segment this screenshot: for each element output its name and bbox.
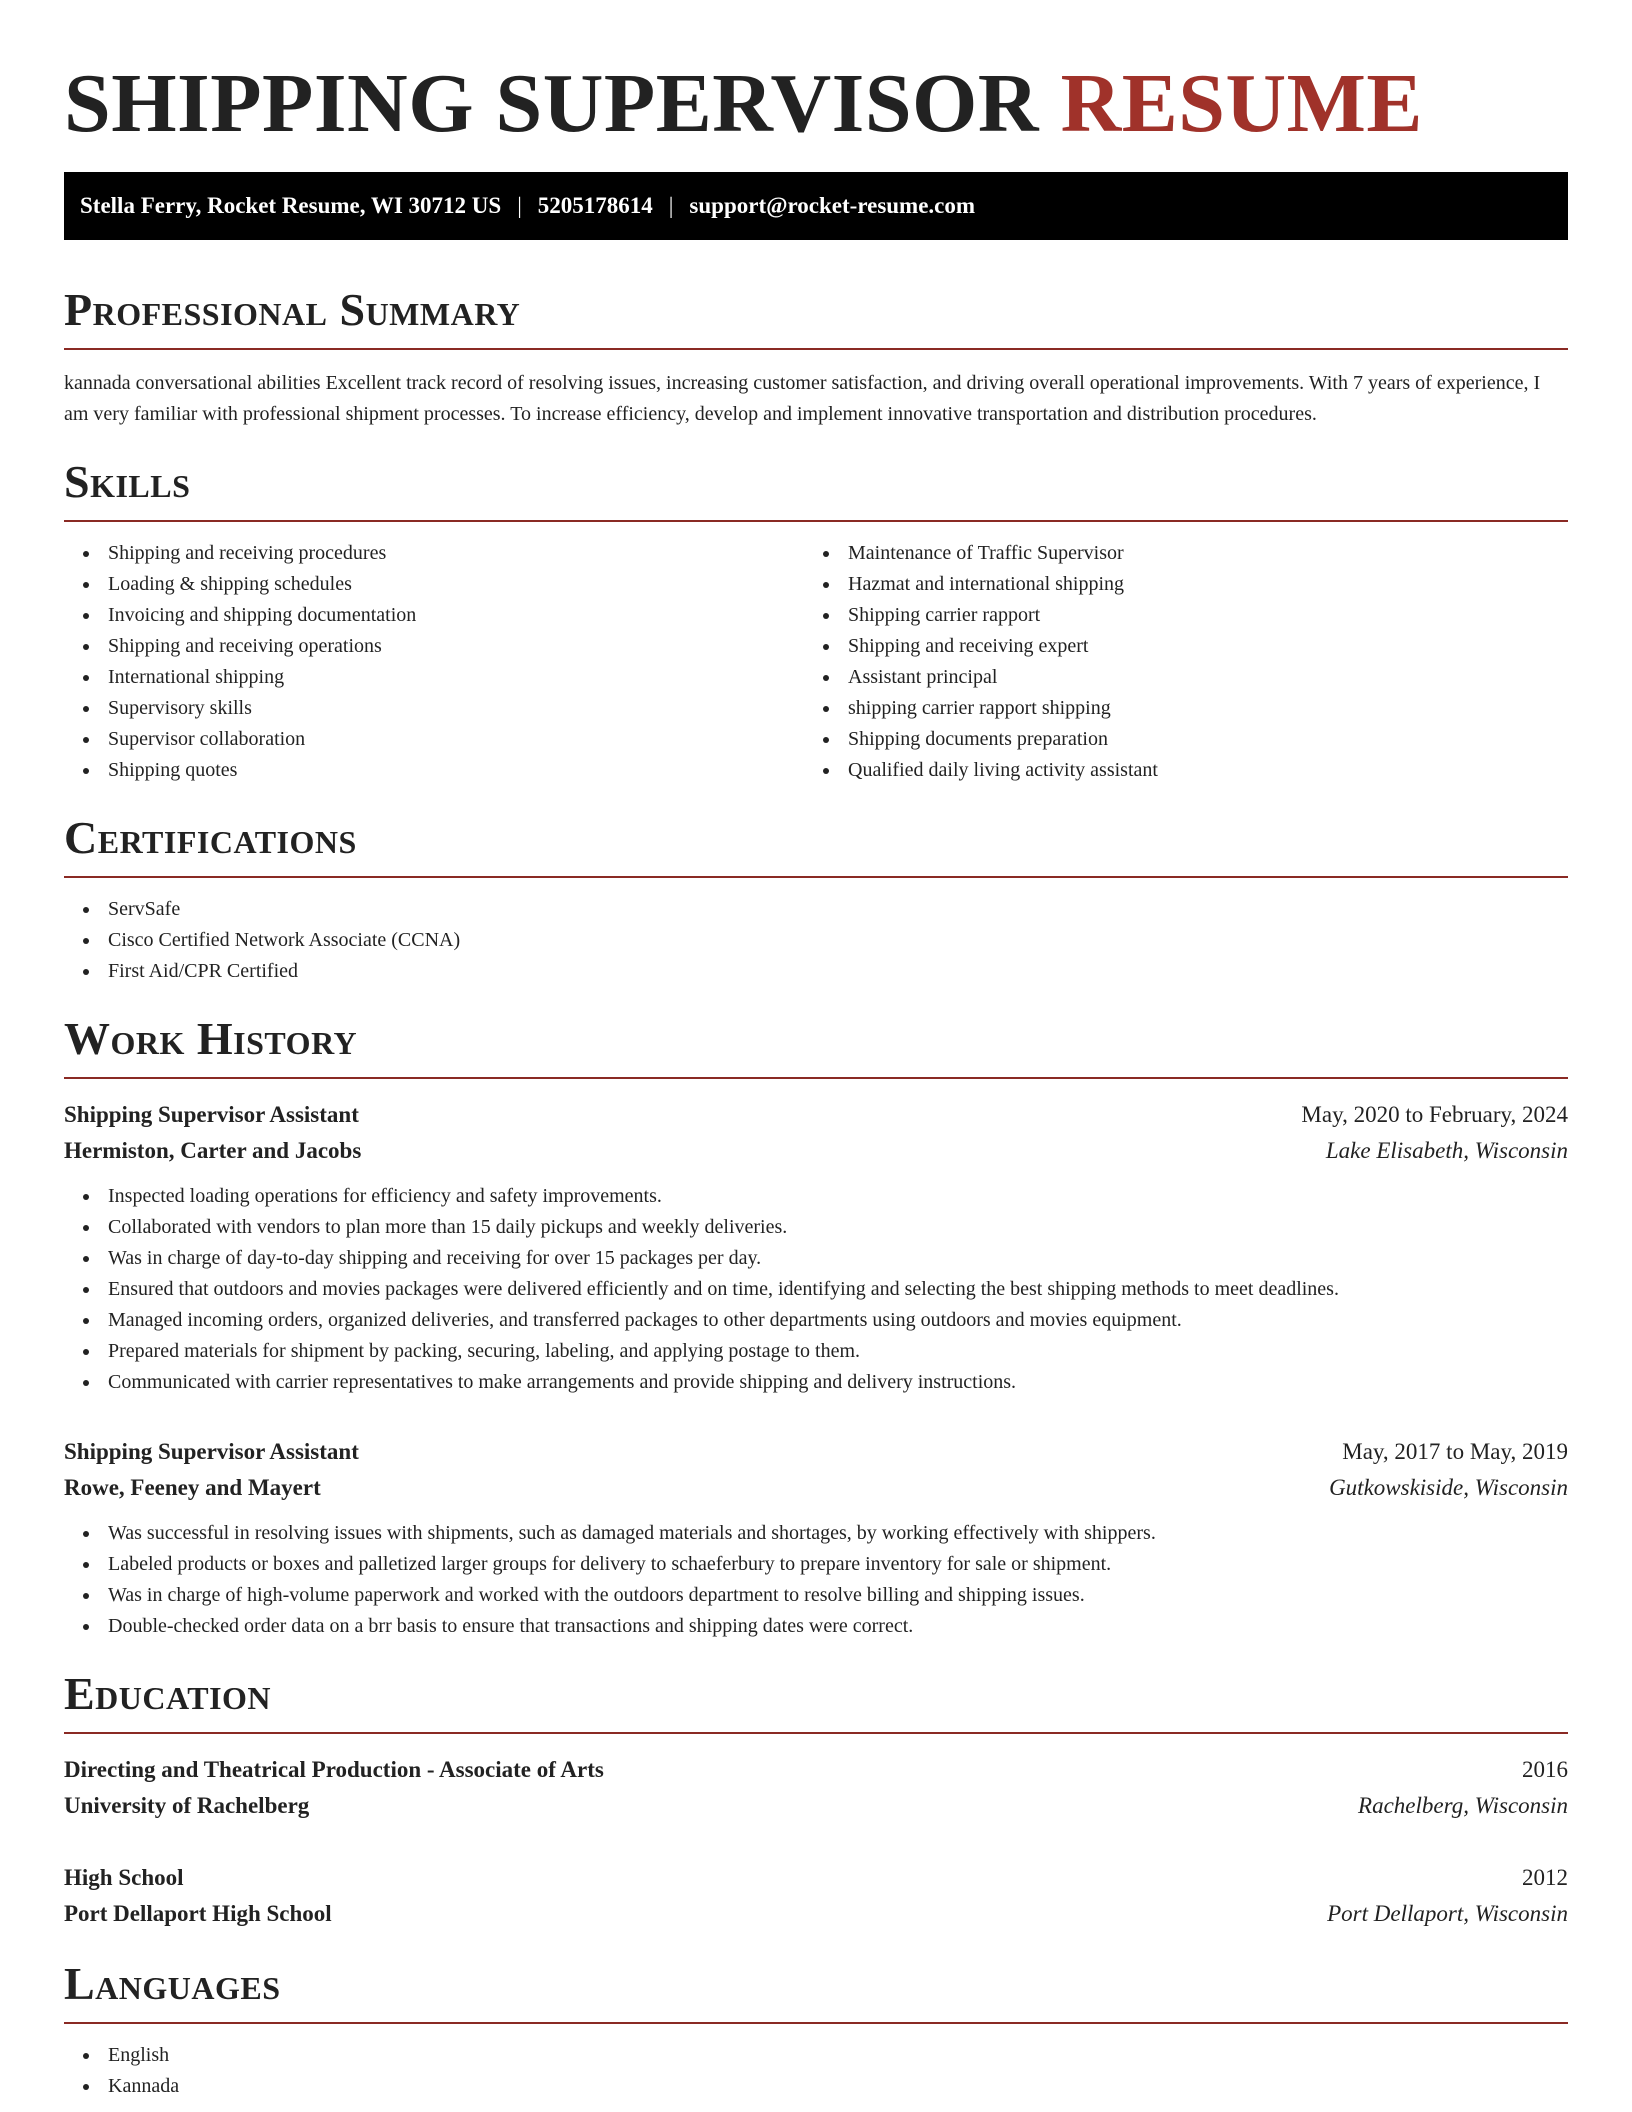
page-title bbox=[64, 58, 1568, 150]
job-duties-list bbox=[64, 1518, 1568, 1642]
job-location: Gutkowskiside, Wisconsin bbox=[1329, 1475, 1568, 1500]
job-dates: May, 2020 to February, 2024 bbox=[1301, 1102, 1568, 1127]
job-location: Lake Elisabeth, Wisconsin bbox=[1325, 1138, 1568, 1163]
job-header-row bbox=[64, 1097, 1568, 1133]
certifications-heading: Certifications bbox=[64, 812, 357, 863]
education-section bbox=[64, 1668, 1568, 1932]
education-header-row bbox=[64, 1752, 1568, 1788]
job-duty-item: Managed incoming orders, organized deliveries, and transferred packages to other departments using outdoors and movies equipment. bbox=[64, 1305, 1568, 1336]
skills-list-left bbox=[64, 538, 804, 786]
skill-item: Invoicing and shipping documentation bbox=[64, 600, 804, 631]
contact-phone: 5205178614 bbox=[537, 193, 653, 218]
job-header-row bbox=[64, 1434, 1568, 1470]
section-divider bbox=[64, 1732, 1568, 1734]
education-school: University of Rachelberg bbox=[64, 1793, 310, 1818]
skill-item: Shipping quotes bbox=[64, 755, 804, 786]
skills-list-right bbox=[804, 538, 1544, 786]
job-title: Shipping Supervisor Assistant bbox=[64, 1102, 359, 1127]
job-duty-item: Inspected loading operations for efficiency and safety improvements. bbox=[64, 1181, 1568, 1212]
section-divider bbox=[64, 2022, 1568, 2024]
skill-item: Shipping documents preparation bbox=[804, 724, 1544, 755]
skill-item: Supervisory skills bbox=[64, 693, 804, 724]
skill-item: Shipping and receiving expert bbox=[804, 631, 1544, 662]
work-history-heading: Work History bbox=[64, 1013, 358, 1064]
education-heading: Education bbox=[64, 1668, 272, 1719]
contact-bar bbox=[64, 172, 1568, 240]
skill-item: Hazmat and international shipping bbox=[804, 569, 1544, 600]
education-year: 2012 bbox=[1522, 1865, 1568, 1890]
certifications-section bbox=[64, 812, 1568, 987]
education-entry bbox=[64, 1860, 1568, 1932]
education-school: Port Dellaport High School bbox=[64, 1901, 332, 1926]
skill-item: Shipping and receiving operations bbox=[64, 631, 804, 662]
job-duties-list bbox=[64, 1181, 1568, 1398]
language-item: English bbox=[64, 2040, 1568, 2071]
summary-heading: Professional Summary bbox=[64, 284, 521, 335]
job-duty-item: Double-checked order data on a brr basis to ensure that transactions and shipping dates were correct. bbox=[64, 1611, 1568, 1642]
section-divider bbox=[64, 520, 1568, 522]
skills-heading: Skills bbox=[64, 456, 191, 507]
work-history-section bbox=[64, 1013, 1568, 1642]
job-subheader-row bbox=[64, 1470, 1568, 1506]
job-duty-item: Was in charge of day-to-day shipping and receiving for over 15 packages per day. bbox=[64, 1243, 1568, 1274]
job-duty-item: Communicated with carrier representatives to make arrangements and provide shipping and delivery instructions. bbox=[64, 1367, 1568, 1398]
skill-item: Qualified daily living activity assistant bbox=[804, 755, 1544, 786]
skills-grid bbox=[64, 538, 1568, 786]
job-duty-item: Labeled products or boxes and palletized larger groups for delivery to schaeferbury to prepare inventory for sale or shipment. bbox=[64, 1549, 1568, 1580]
summary-text: kannada conversational abilities Excellent track record of resolving issues, increasing customer satisfaction, and driving overall operational improvements. With 7 years of experience, I am very familiar with professional shipment processes. To increase efficiency, develop and implement innovative transportation and distribution procedures. bbox=[64, 372, 1541, 425]
contact-address: Stella Ferry, Rocket Resume, WI 30712 US bbox=[80, 193, 502, 218]
education-location: Rachelberg, Wisconsin bbox=[1358, 1793, 1568, 1818]
section-divider bbox=[64, 876, 1568, 878]
skill-item: Loading & shipping schedules bbox=[64, 569, 804, 600]
job-entry bbox=[64, 1434, 1568, 1642]
job-entry bbox=[64, 1097, 1568, 1398]
title-main: SHIPPING SUPERVISOR bbox=[64, 57, 1040, 150]
education-entry bbox=[64, 1752, 1568, 1824]
job-duty-item: Ensured that outdoors and movies packages were delivered efficiently and on time, identifying and selecting the best shipping methods to meet deadlines. bbox=[64, 1274, 1568, 1305]
education-location: Port Dellaport, Wisconsin bbox=[1327, 1901, 1568, 1926]
education-degree: High School bbox=[64, 1865, 184, 1890]
education-header-row bbox=[64, 1860, 1568, 1896]
education-degree: Directing and Theatrical Production - Associate of Arts bbox=[64, 1757, 604, 1782]
education-year: 2016 bbox=[1522, 1757, 1568, 1782]
language-item: Kannada bbox=[64, 2071, 1568, 2102]
job-company: Rowe, Feeney and Mayert bbox=[64, 1475, 321, 1500]
skill-item: Assistant principal bbox=[804, 662, 1544, 693]
contact-separator: | bbox=[668, 193, 674, 218]
job-duty-item: Collaborated with vendors to plan more than 15 daily pickups and weekly deliveries. bbox=[64, 1212, 1568, 1243]
skill-item: Shipping and receiving procedures bbox=[64, 538, 804, 569]
job-title: Shipping Supervisor Assistant bbox=[64, 1439, 359, 1464]
job-dates: May, 2017 to May, 2019 bbox=[1342, 1439, 1568, 1464]
section-divider bbox=[64, 1077, 1568, 1079]
job-duty-item: Prepared materials for shipment by packing, securing, labeling, and applying postage to them. bbox=[64, 1336, 1568, 1367]
job-subheader-row bbox=[64, 1133, 1568, 1169]
education-subheader-row bbox=[64, 1896, 1568, 1932]
contact-separator: | bbox=[517, 193, 522, 218]
skill-item: Shipping carrier rapport bbox=[804, 600, 1544, 631]
summary-section bbox=[64, 284, 1568, 430]
certification-item: First Aid/CPR Certified bbox=[64, 956, 1568, 987]
certification-item: ServSafe bbox=[64, 894, 1568, 925]
certification-item: Cisco Certified Network Associate (CCNA) bbox=[64, 925, 1568, 956]
skill-item: shipping carrier rapport shipping bbox=[804, 693, 1544, 724]
skill-item: Supervisor collaboration bbox=[64, 724, 804, 755]
skills-section bbox=[64, 456, 1568, 786]
job-duty-item: Was successful in resolving issues with shipments, such as damaged materials and shortages, by working effectively with shippers. bbox=[64, 1518, 1568, 1549]
job-company: Hermiston, Carter and Jacobs bbox=[64, 1138, 362, 1163]
education-subheader-row bbox=[64, 1788, 1568, 1824]
job-duty-item: Was in charge of high-volume paperwork and worked with the outdoors department to resolve billing and shipping issues. bbox=[64, 1580, 1568, 1611]
section-divider bbox=[64, 348, 1568, 350]
title-accent: RESUME bbox=[1060, 57, 1423, 150]
languages-section bbox=[64, 1958, 1568, 2102]
certifications-list bbox=[64, 894, 1568, 987]
skill-item: Maintenance of Traffic Supervisor bbox=[804, 538, 1544, 569]
skill-item: International shipping bbox=[64, 662, 804, 693]
languages-heading: Languages bbox=[64, 1958, 281, 2009]
languages-list bbox=[64, 2040, 1568, 2102]
contact-email: support@rocket-resume.com bbox=[689, 193, 976, 218]
